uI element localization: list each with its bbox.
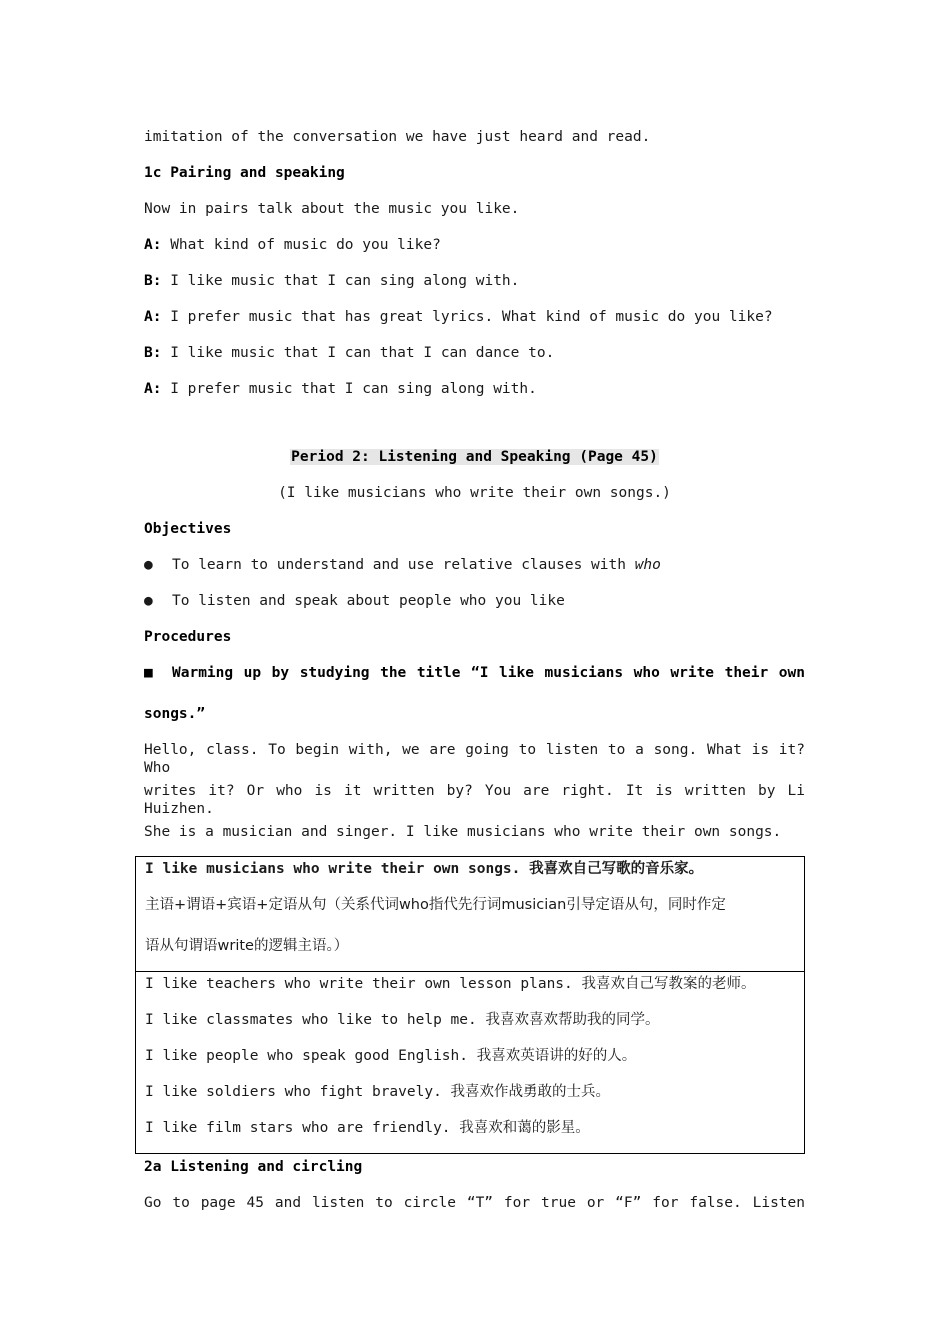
example-sentence: I like teachers who write their own lesson plans. 我喜欢自己写教案的老师。 [145, 976, 756, 992]
dialogue-line [144, 344, 554, 362]
dialogue-text: What kind of music do you like? [170, 237, 441, 253]
objective-item [144, 556, 661, 574]
section-heading-2a: 2a Listening and circling [144, 1159, 363, 1175]
dialogue-text: I prefer music that has great lyrics. What kind of music do you like? [170, 309, 773, 325]
bullet-icon: ● [144, 593, 153, 609]
body-text-line: imitation of the conversation we have just heard and read. [144, 129, 651, 145]
period-subtitle: (I like musicians who write their own songs.) [278, 485, 671, 501]
objective-text: To listen and speak about people who you like [172, 593, 565, 609]
speaker-label: B: [144, 273, 162, 289]
dialogue-text: I like music that I can sing along with. [170, 273, 520, 289]
warming-up-line [144, 664, 805, 682]
period-title [144, 448, 805, 466]
example-sentence: I like film stars who are friendly. 我喜欢和蔼的影星。 [145, 1120, 590, 1136]
dialogue-line [144, 380, 537, 398]
grammar-box [135, 856, 805, 972]
objective-item [144, 592, 565, 610]
speaker-label: A: [144, 309, 162, 325]
grammar-explanation-line: 语从句谓语write的逻辑主语。） [145, 938, 349, 954]
procedure-paragraph-line: writes it? Or who is it written by? You are right. It is written by Li Huizhen. [144, 783, 805, 817]
square-bullet-icon: ■ [144, 665, 153, 681]
dialogue-line [144, 308, 773, 326]
objective-text: To learn to understand and use relative clauses with [172, 557, 635, 573]
bullet-icon: ● [144, 557, 153, 573]
objectives-heading: Objectives [144, 521, 232, 537]
example-sentence: I like classmates who like to help me. 我喜欢喜欢帮助我的同学。 [145, 1012, 660, 1028]
dialogue-text: I prefer music that I can sing along with. [170, 381, 537, 397]
examples-box [135, 971, 805, 1154]
section-intro-2a: Go to page 45 and listen to circle “T” for true or “F” for false. Listen [144, 1195, 805, 1211]
section-heading-1c: 1c Pairing and speaking [144, 165, 345, 181]
procedures-heading: Procedures [144, 629, 232, 645]
example-sentence: I like people who speak good English. 我喜欢英语讲的好的人。 [145, 1048, 637, 1064]
dialogue-line [144, 272, 519, 290]
objective-italic: who [634, 557, 661, 573]
warming-up-text: Warming up by studying the title “I like musicians who write their own [172, 665, 805, 681]
procedure-paragraph-line: She is a musician and singer. I like musicians who write their own songs. [144, 824, 782, 840]
speaker-label: A: [144, 237, 162, 253]
grammar-example-sentence: I like musicians who write their own songs. 我喜欢自己写歌的音乐家。 [145, 861, 704, 877]
grammar-explanation-line: 主语+谓语+宾语+定语从句（关系代词who指代先行词musician引导定语从句，同时作定 [145, 897, 726, 913]
warming-up-line-2: songs.” [144, 706, 206, 722]
procedure-paragraph-line: Hello, class. To begin with, we are going to listen to a song. What is it? Who [144, 742, 805, 776]
example-sentence: I like soldiers who fight bravely. 我喜欢作战勇敢的士兵。 [145, 1084, 611, 1100]
period-title-text: Period 2: Listening and Speaking (Page 45) [291, 449, 658, 465]
dialogue-line [144, 236, 441, 254]
section-intro-1c: Now in pairs talk about the music you like. [144, 201, 520, 217]
dialogue-text: I like music that I can that I can dance to. [170, 345, 555, 361]
speaker-label: A: [144, 381, 162, 397]
speaker-label: B: [144, 345, 162, 361]
